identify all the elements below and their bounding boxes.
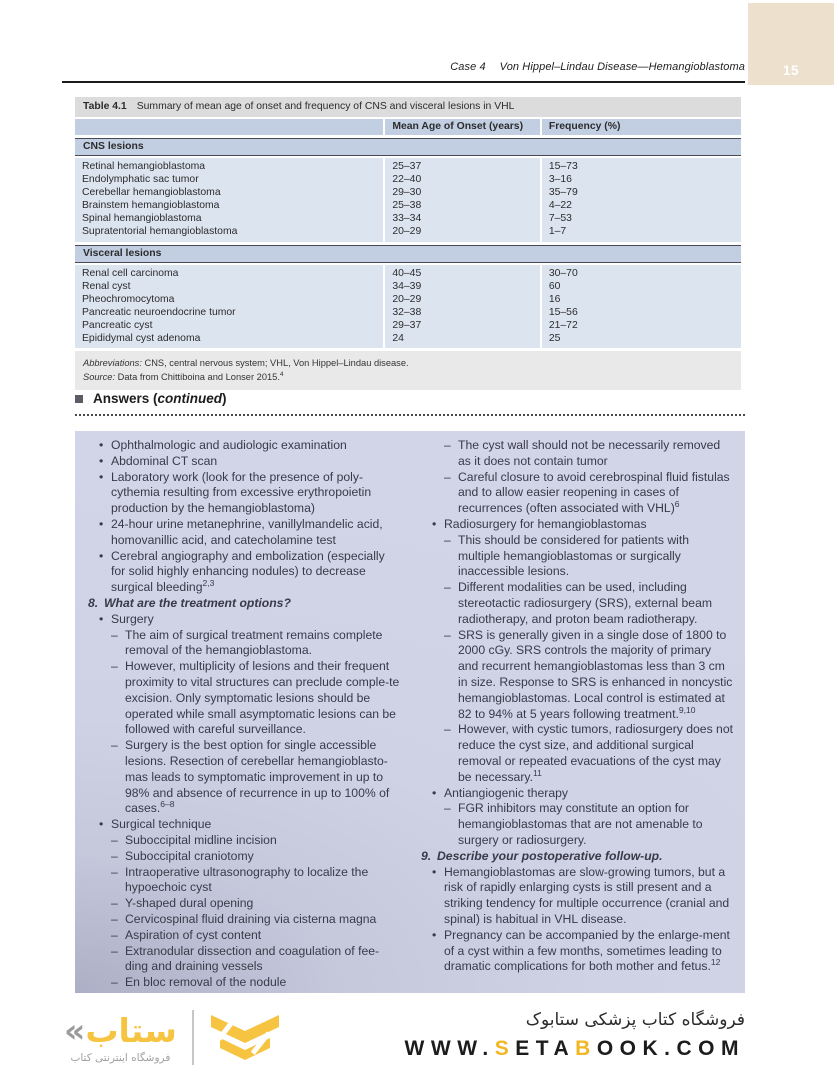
publisher-url	[405, 1037, 745, 1061]
table-cell: Renal cyst	[82, 280, 131, 292]
answers-heading-close: )	[222, 391, 227, 406]
answer-item-dash: – Extranodular dissection and coagulation of fee-ding and draining vessels	[88, 944, 400, 976]
answers-column-right	[421, 438, 733, 993]
page-number: 15	[782, 63, 800, 78]
chevron-emblem-icon	[207, 1008, 283, 1066]
answer-item-dash: – Suboccipital midline incision	[88, 833, 400, 849]
answer-item-dash: – Different modalities can be used, including stereotactic radiosurgery (SRS), external beam radiotherapy, and proton beam radiotherapy.	[421, 580, 733, 627]
table-cell: Pheochromocytoma	[82, 293, 175, 305]
table-cell: 3–16	[548, 174, 572, 186]
question-number: 8.	[88, 595, 99, 610]
answer-item-bullet: • Antiangiogenic therapy	[421, 786, 733, 802]
table-column	[542, 265, 741, 349]
answer-item-bullet: • Abdominal CT scan	[88, 454, 400, 470]
publisher-info	[405, 1010, 745, 1061]
logo-wordmark	[64, 1011, 177, 1051]
answer-item-dash: – Suboccipital craniotomy	[88, 849, 400, 865]
table-cell: 60	[548, 280, 561, 292]
table-section-rows	[75, 158, 741, 242]
table-cell: Retinal hemangioblastoma	[82, 161, 206, 172]
chapter-title: Von Hippel–Lindau Disease—Hemangioblastoma	[499, 61, 745, 73]
table-cell: 35–79	[548, 187, 578, 199]
answer-item-bullet: • Ophthalmologic and audiologic examination	[88, 438, 400, 454]
answer-item-dash: – The cyst wall should not be necessarily removed as it does not contain tumor	[421, 438, 733, 470]
answer-item-dash: – Aspiration of cyst content	[88, 928, 400, 944]
table-title	[75, 97, 741, 117]
logo-guillemet-icon: «	[64, 1010, 86, 1050]
url-segment: WWW.	[404, 1037, 495, 1060]
table-cell: 15–73	[548, 161, 578, 172]
answer-item-bullet: • Radiosurgery for hemangioblastomas	[421, 517, 733, 533]
table-section-header: CNS lesions	[75, 138, 741, 156]
answers-column-left	[88, 438, 400, 993]
table-column	[542, 158, 741, 242]
page-number-tab	[748, 3, 834, 85]
footnote-label: Abbreviations:	[83, 358, 142, 369]
table-column	[385, 265, 540, 349]
table-cell: 15–56	[548, 306, 578, 318]
table-cell: 34–39	[392, 280, 422, 292]
case-number: Case 4	[450, 61, 486, 73]
table-cell: 1–7	[548, 226, 567, 238]
answer-item-dash: – Intraoperative ultrasonography to localize the hypoechoic cyst	[88, 865, 400, 897]
logo-divider	[192, 1010, 194, 1065]
table-header-frequency: Frequency (%)	[542, 119, 741, 135]
answer-item-bullet: • Surgery	[88, 612, 400, 628]
table-cell: Cerebellar hemangioblastoma	[82, 187, 221, 199]
table-cell: 32–38	[392, 306, 422, 318]
answer-item-bullet: • Laboratory work (look for the presence of poly-cythemia resulting from excessive erythropoietin production by the hemangioblastoma)	[88, 470, 400, 517]
answers-panel	[75, 431, 745, 993]
table-section-header: Visceral lesions	[75, 245, 741, 263]
logo-caption: فروشگاه اینترنتی کتاب	[70, 1051, 171, 1064]
footnote-label: Source:	[83, 372, 116, 383]
table-cell: Pancreatic neuroendocrine tumor	[82, 306, 236, 318]
url-segment: ETA	[515, 1037, 576, 1060]
answer-item-bullet: • 24-hour urine metanephrine, vanillylmandelic acid, homovanillic acid, and catecholamine test	[88, 517, 400, 549]
answer-item-question: 9. Describe your postoperative follow-up.	[421, 848, 663, 863]
table-cell: 25	[548, 333, 561, 345]
table-cell: 4–22	[548, 200, 572, 212]
table-cell: 20–29	[392, 293, 422, 305]
table-cell: 29–37	[392, 319, 422, 331]
table-cell: Spinal hemangioblastoma	[82, 213, 202, 225]
table-body	[75, 138, 741, 348]
table-footnote: Abbreviations: CNS, central nervous system; VHL, Von Hippel–Lindau disease.	[83, 358, 409, 369]
table-cell: Brainstem hemangioblastoma	[82, 200, 220, 212]
answer-item-dash: – Cervicospinal fluid draining via cisterna magna	[88, 912, 400, 928]
answer-item-dash: – However, with cystic tumors, radiosurgery does not reduce the cyst size, and additional surgical removal or repeated evacuations of the cyst may be necessary.$^{11}$	[421, 722, 733, 785]
table-cell: Pancreatic cyst	[82, 319, 153, 331]
answer-item-question: 8. What are the treatment options?	[88, 595, 291, 610]
table-cell: 30–70	[548, 267, 578, 279]
table-cell: 29–30	[392, 187, 422, 199]
answer-item-bullet: • Hemangioblastomas are slow-growing tumors, but a risk of rapidly enlarging cysts is still present and a striking tendency for multiple occurrence (cranial and spinal) is habitual in VHL disease.	[421, 865, 733, 928]
table-cell: 40–45	[392, 267, 422, 279]
table-cell: Endolymphatic sac tumor	[82, 174, 199, 186]
table-column	[75, 158, 383, 242]
answer-item-dash: – SRS is generally given in a single dose of 1800 to 2000 cGy. SRS controls the majority of primary and recurrent hemangioblastomas less than 3 cm in size. Response to SRS is enhanced in noncystic hemangioblastomas. Local control is estimated at 82 to 94% at 5 years following treatment.$^{9,10}$	[421, 628, 733, 723]
table-cell: 7–53	[548, 213, 572, 225]
logo-wordmark-block	[64, 1011, 177, 1064]
answer-item-dash: – This should be considered for patients with multiple hemangioblastomas or surgically inaccessible lesions.	[421, 533, 733, 580]
table-footnote: Source: Data from Chittiboina and Lonser 2015.$^4$	[83, 371, 284, 383]
table-cell: 25–38	[392, 200, 422, 212]
answer-item-dash: – En bloc removal of the nodule	[88, 975, 400, 991]
answer-item-dash: – Surgery is the best option for single accessible lesions. Resection of cerebellar hemangioblasto-mas leads to symptomatic improvement in up to 98% and absence of recurrence in up to 100% of cases.$^{6-8}$	[88, 738, 400, 817]
url-segment: OOK.COM	[596, 1037, 745, 1060]
answer-item-bullet: • Pregnancy can be accompanied by the enlarge-ment of a cyst within a few months, sometimes leading to dramatic complications for both mother and fetus.$^{12}$	[421, 928, 733, 975]
table-cell: 16	[548, 293, 561, 305]
question-number: 9.	[421, 848, 432, 863]
answers-heading-text: Answers (	[93, 391, 158, 406]
table-header-row	[75, 119, 741, 135]
square-bullet-icon	[75, 395, 83, 403]
table-header-empty	[75, 119, 383, 135]
table-caption: Summary of mean age of onset and frequency of CNS and visceral lesions in VHL	[136, 101, 515, 112]
answer-item-dash: – FGR inhibitors may constitute an option for hemangioblastomas that are not amenable to surgery or radiosurgery.	[421, 801, 733, 848]
url-segment: S	[494, 1037, 516, 1060]
table-cell: 22–40	[392, 174, 422, 186]
table-cell: 20–29	[392, 226, 422, 238]
answer-item-bullet: • Surgical technique	[88, 817, 400, 833]
publisher-logo	[64, 1008, 283, 1066]
table-cell: 21–72	[548, 319, 578, 331]
url-segment: B	[575, 1037, 597, 1060]
table-cell: Supratentorial hemangioblastoma	[82, 226, 238, 238]
table-cell: Epididymal cyst adenoma	[82, 333, 201, 345]
answer-item-dash: – However, multiplicity of lesions and their frequent proximity to vital structures can preclude comple-te excision. Only symptomatic lesions should be operated while small asymptomatic lesions can be followed with careful surveillance.	[88, 659, 400, 738]
table-column	[385, 158, 540, 242]
table-number: Table 4.1	[83, 101, 127, 112]
table-column	[75, 265, 383, 349]
table-section-rows	[75, 265, 741, 349]
answer-item-dash: – The aim of surgical treatment remains complete removal of the hemangioblastoma.	[88, 628, 400, 660]
table-cell: 33–34	[392, 213, 422, 225]
answers-heading-continued: continued	[157, 391, 223, 406]
logo-brand-text: ستاب	[85, 1010, 177, 1050]
summary-table	[75, 97, 741, 390]
table-header-age: Mean Age of Onset (years)	[385, 119, 540, 135]
answer-item-bullet: • Cerebral angiography and embolization (especially for solid highly enhancing nodules) to decrease surgical bleeding$^{2,3}$	[88, 549, 400, 596]
dotted-divider	[75, 411, 745, 416]
header-rule	[62, 81, 745, 83]
table-cell: 24	[392, 333, 404, 345]
table-cell: Renal cell carcinoma	[82, 267, 179, 279]
table-footnotes	[75, 351, 741, 390]
running-head	[62, 61, 745, 73]
publisher-tagline: فروشگاه کتاب پزشکی ستابوک	[525, 1010, 745, 1030]
table-cell: 25–37	[392, 161, 422, 172]
answer-item-dash: – Careful closure to avoid cerebrospinal fluid fistulas and to allow easier reopening in cases of recurrences (often associated with VHL)$^6$	[421, 470, 733, 517]
answers-heading	[75, 391, 227, 406]
answer-item-dash: – Y-shaped dural opening	[88, 896, 400, 912]
